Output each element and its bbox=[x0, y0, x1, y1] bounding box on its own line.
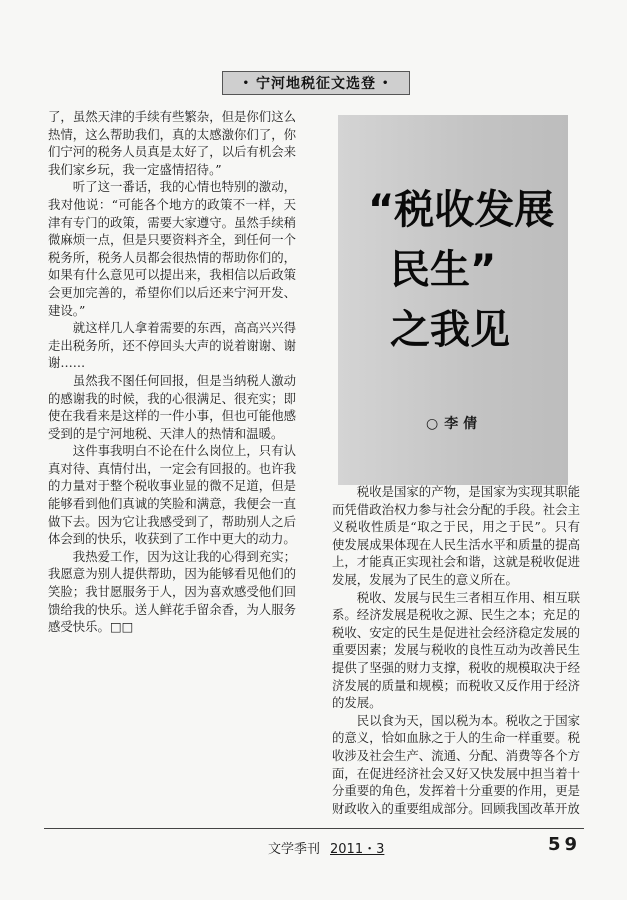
journal-info bbox=[268, 838, 384, 857]
left-paragraph: 听了这一番话，我的心情也特别的激动，我对他说：“可能各个地方的政策不一样，天津有专门的政策，需要大家遵守。虽然手续稍微麻烦一点，但是只要资料齐全，到任何一个税务所，税务人员都会很热情的帮助你们的，如果有什么意见可以提出来，我相信以后政策会更加完善的，希望你们以后还来宁河开发、建设。” bbox=[48, 179, 296, 318]
right-paragraph: 税收是国家的产物，是国家为实现其职能而凭借政治权力参与社会分配的手段。社会主义税收性质是“取之于民，用之于民”。只有使发展成果体现在人民生活水平和质量的提高上，才能真正实现社会和谐，这就是税收促进发展，发展为了民生的意义所在。 bbox=[332, 484, 580, 587]
issue-number: 2011・3 bbox=[330, 842, 385, 857]
left-column-text bbox=[48, 108, 296, 636]
left-paragraph: 就这样几人拿着需要的东西，高高兴兴得走出税务所，还不停回头大声的说着谢谢、谢谢…… bbox=[48, 320, 296, 371]
banner-dot-right: • bbox=[382, 77, 390, 89]
banner-title: 宁河地税征文选登 bbox=[256, 76, 376, 92]
left-paragraph: 这件事我明白不论在什么岗位上，只有认真对待、真情付出，一定会有回报的。也许我的力量对于整个税收事业显的微不足道，但是能够看到他们真诚的笑脸和满意，我便会一直做下去。因为它让我感受到了，帮助别人之后体会到的快乐，收获到了工作中更大的动力。 bbox=[48, 443, 296, 547]
title-line: 之我见 bbox=[390, 307, 510, 353]
left-paragraph: 了，虽然天津的手续有些繁杂，但是你们这么热情，这么帮助我们，真的太感激你们了，你们宁河的税务人员真是太好了，以后有机会来我们家乡玩，我一定盛情招待。” bbox=[48, 109, 296, 177]
title-line: “税收发展 bbox=[368, 187, 555, 233]
right-paragraph: 民以食为天，国以税为本。税收之于国家的意义，恰如血脉之于人的生命一样重要。税收涉及社会生产、流通、分配、消费等各个方面，在促进经济社会又好又快发展中担当着十分重要的角色，发挥着十分重要的作用，更是财政收入的重要组成部分。回顾我国改革开放 bbox=[332, 712, 580, 816]
journal-name: 文学季刊 bbox=[268, 842, 321, 857]
author-byline bbox=[426, 413, 477, 433]
right-column-text bbox=[332, 483, 580, 817]
footer-divider bbox=[44, 828, 584, 829]
left-paragraph: 我热爱工作，因为这让我的心得到充实；我愿意为别人提供帮助，因为能够看见他们的笑脸；我甘愿服务于人，因为喜欢感受他们回馈给我的快乐。送人鲜花手留余香，为人服务感受快乐。□□ bbox=[48, 548, 296, 635]
author-circle-mark: ○ bbox=[426, 416, 439, 432]
column-banner bbox=[222, 71, 410, 95]
title-line: 民生” bbox=[390, 247, 497, 293]
page-number: 59 bbox=[548, 834, 582, 855]
author-name: 李 倩 bbox=[444, 416, 478, 432]
banner-dot-left: • bbox=[242, 77, 250, 89]
left-paragraph: 虽然我不图任何回报，但是当纳税人激动的感谢我的时候，我的心很满足、很充实；即使在我看来是这样的一件小事，但也可能他感受到的是宁河地税、天津人的热情和温暖。 bbox=[48, 372, 296, 441]
article-title bbox=[368, 180, 578, 360]
right-paragraph: 税收、发展与民生三者相互作用、相互联系。经济发展是税收之源、民生之本；充足的税收、安定的民生是促进社会经济稳定发展的重要因素；发展与税收的良性互动为改善民生提供了坚强的财力支撑，税收的规模取决于经济发展的质量和规模；而税收又反作用于经济的发展。 bbox=[332, 589, 580, 711]
